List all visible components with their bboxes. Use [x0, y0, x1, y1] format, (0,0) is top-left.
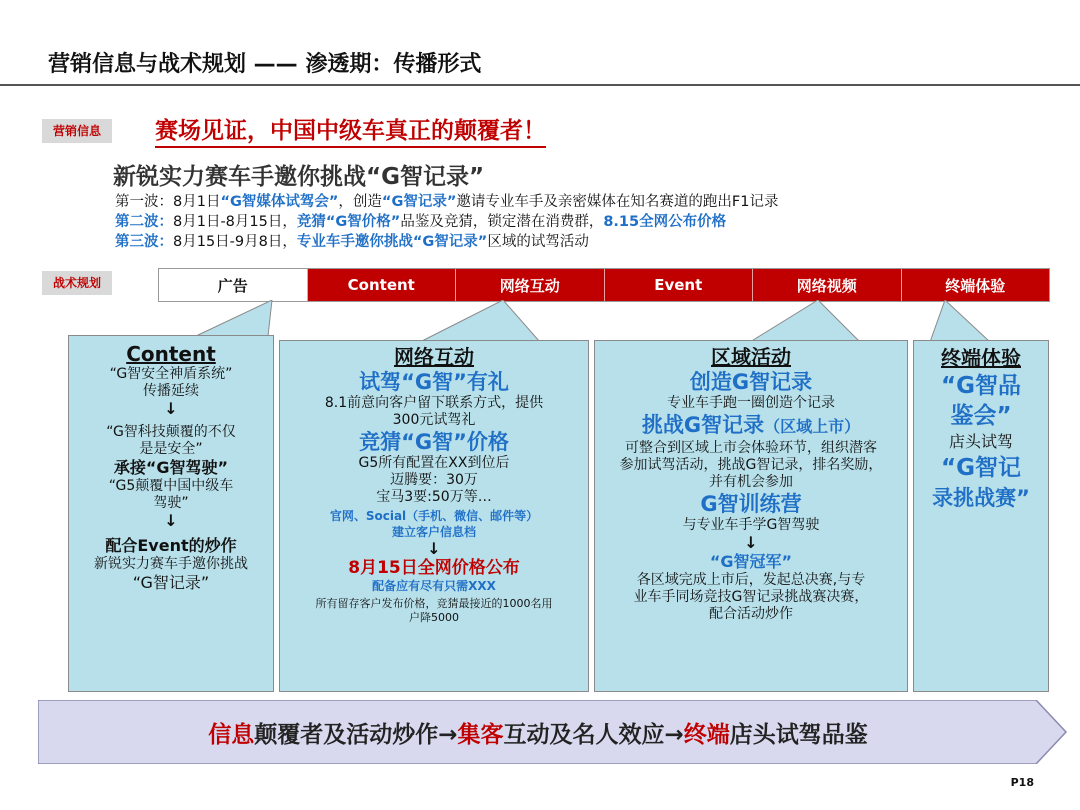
tactics-tabs — [158, 268, 1050, 302]
online-line: 建立客户信息档 — [391, 525, 476, 539]
tab-event[interactable]: Event — [604, 269, 753, 301]
regional-heading-row — [595, 412, 907, 440]
online-line: 配备应有尽有只需XXX — [372, 579, 496, 593]
regional-heading: G智训练营 — [700, 492, 802, 516]
tab-online-video[interactable]: 网络视频 — [752, 269, 901, 301]
terminal-heading: 录挑战赛” — [932, 486, 1030, 510]
content-line: 驾驶” — [153, 495, 189, 511]
regional-line: 并有机会参加 — [709, 474, 793, 490]
regional-line: 配合活动炒作 — [709, 606, 793, 622]
regional-line: 业车手同场竞技G智记录挑战赛决赛， — [633, 589, 869, 605]
content-line: 新锐实力赛车手邀你挑战 — [94, 556, 248, 572]
regional-heading: “G智冠军” — [709, 552, 793, 571]
online-line: 8.1前意向客户留下联系方式，提供 — [324, 395, 544, 411]
summary-banner-text — [38, 700, 1038, 764]
online-line: 官网、Social（手机、微信、邮件等） — [329, 509, 539, 523]
banner-keyword: 信息 — [208, 721, 255, 748]
online-line: 宝马3要:50万等… — [376, 489, 492, 505]
regional-line: 专业车手跑一圈创造个记录 — [667, 395, 835, 411]
marketing-message: 赛场见证，中国中级车真正的颠覆者！ — [155, 116, 546, 148]
tactics-tag: 战术规划 — [42, 271, 112, 295]
banner-keyword: 终端 — [683, 721, 730, 748]
content-line: 配合Event的炒作 — [105, 536, 237, 555]
online-interaction-box — [279, 340, 589, 692]
terminal-line: 店头试驾 — [948, 432, 1013, 451]
content-line: “G智安全神盾系统” — [109, 366, 233, 382]
online-heading: 竞猜“G智”价格 — [359, 430, 509, 454]
pointer-regional — [750, 300, 860, 342]
banner-text: 店头试驾品鉴 — [729, 721, 868, 748]
content-line: 承接“G智驾驶” — [113, 458, 229, 477]
page-title: 营销信息与战术规划 —— 渗透期：传播形式 — [48, 52, 482, 77]
terminal-heading: “G智品 — [941, 373, 1021, 399]
campaign-subtitle: 新锐实力赛车手邀你挑战“G智记录” — [113, 164, 485, 190]
arrow-down-icon: ↓ — [427, 539, 441, 558]
online-heading: 试驾“G智”有礼 — [359, 370, 509, 394]
pointer-online — [420, 300, 540, 342]
regional-line: 参加试驾活动，挑战G智记录，排名奖励， — [619, 457, 883, 473]
title-divider — [0, 84, 1080, 86]
banner-keyword: 集客 — [457, 721, 504, 748]
online-box-title: 网络互动 — [394, 345, 474, 369]
content-line: 是是安全” — [139, 441, 203, 457]
wave-3: 第三波：8月15日-9月8日，专业车手邀你挑战“G智记录”区域的试驾活动 — [115, 234, 589, 250]
online-heading: 8月15日全网价格公布 — [348, 558, 520, 578]
wave-1: 第一波：8月1日“G智媒体试驾会”，创造“G智记录”邀请专业车手及亲密媒体在知名赛道的跑出F1记录 — [115, 194, 779, 210]
terminal-heading: “G智记 — [941, 455, 1021, 481]
content-line: “G智记录” — [132, 573, 210, 592]
pointer-terminal — [930, 300, 990, 342]
content-line: “G5颠覆中国中级车 — [108, 478, 234, 494]
online-line: G5所有配置在XX到位后 — [358, 455, 510, 471]
regional-line: 可整合到区域上市会体验环节，组织潜客 — [625, 440, 877, 456]
regional-heading: 创造G智记录 — [689, 370, 813, 394]
tab-content[interactable]: Content — [307, 269, 456, 301]
tab-ads[interactable]: 广告 — [159, 269, 307, 301]
online-line: 户降5000 — [409, 611, 459, 624]
arrow-down-icon: ↓ — [744, 533, 758, 552]
regional-line: 各区域完成上市后，发起总决赛,与专 — [636, 572, 866, 588]
regional-heading-note: （区域上市） — [764, 417, 861, 436]
terminal-heading: 鉴会” — [950, 403, 1012, 429]
regional-heading: 挑战G智记录 — [641, 413, 765, 437]
arrow-down-icon: ↓ — [164, 399, 178, 418]
content-box — [68, 335, 274, 692]
arrow-down-icon: ↓ — [164, 511, 178, 530]
regional-activities-box — [594, 340, 908, 692]
content-box-title: Content — [126, 342, 216, 366]
tab-online-interaction[interactable]: 网络互动 — [455, 269, 604, 301]
online-line: 所有留存客户发布价格，竞猜最接近的1000名用 — [315, 597, 553, 610]
wave-2: 第二波：8月1日-8月15日，竞猜“G智价格”品鉴及竞猜，锁定潜在消费群，8.15全网公布价格 — [115, 214, 727, 230]
page-number: P18 — [1010, 776, 1034, 789]
online-line: 迈腾要：30万 — [390, 472, 478, 488]
terminal-experience-box — [913, 340, 1049, 692]
regional-box-title: 区域活动 — [711, 345, 791, 369]
banner-text: 互动及名人效应→ — [503, 721, 684, 748]
tab-terminal-experience[interactable]: 终端体验 — [901, 269, 1050, 301]
content-line: 传播延续 — [143, 383, 199, 399]
banner-text: 颠覆者及活动炒作→ — [254, 721, 458, 748]
online-line: 300元试驾礼 — [392, 412, 476, 428]
terminal-box-title: 终端体验 — [941, 346, 1021, 370]
content-line: “G智科技颠覆的不仅 — [106, 424, 236, 440]
marketing-info-tag: 营销信息 — [42, 119, 112, 143]
regional-line: 与专业车手学G智驾驶 — [682, 517, 820, 533]
pointer-content — [196, 300, 272, 336]
